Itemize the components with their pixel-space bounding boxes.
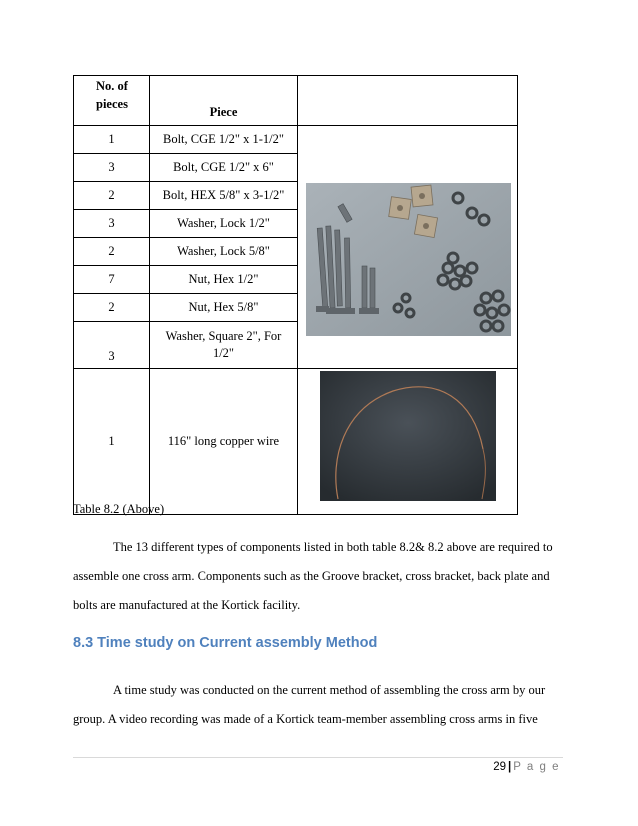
row-count: 3 xyxy=(74,154,150,182)
wire-photo-cell xyxy=(298,369,518,515)
header-count-line1: No. of xyxy=(96,79,128,93)
table-row xyxy=(74,369,518,515)
footer-separator: | xyxy=(508,761,512,773)
header-count-line2: pieces xyxy=(96,97,128,111)
page-footer xyxy=(493,761,560,773)
row-piece xyxy=(150,322,298,369)
row-piece: Bolt, CGE 1/2" x 1-1/2" xyxy=(150,126,298,154)
row-piece-line2: 1/2" xyxy=(212,346,235,360)
row-count: 2 xyxy=(74,294,150,322)
paragraph-2-text: A time study was conducted on the current method of assembling the cross arm by our group. A video recording was made of a Kortick team-member assembling cross arms in five xyxy=(73,683,546,726)
row-count: 3 xyxy=(74,210,150,238)
body-paragraph-2 xyxy=(73,676,563,734)
section-heading: 8.3 Time study on Current assembly Method xyxy=(73,635,378,651)
header-image xyxy=(298,76,518,126)
row-piece-line1: Washer, Square 2", For xyxy=(165,329,282,343)
row-count: 1 xyxy=(74,369,150,515)
table-header-row xyxy=(74,76,518,126)
row-piece: Bolt, CGE 1/2" x 6" xyxy=(150,154,298,182)
row-count: 1 xyxy=(74,126,150,154)
row-count: 7 xyxy=(74,266,150,294)
body-paragraph-1 xyxy=(73,533,563,620)
row-count: 2 xyxy=(74,238,150,266)
header-count xyxy=(74,76,150,126)
copper-wire-photo xyxy=(298,369,517,510)
footer-divider xyxy=(73,757,563,758)
row-piece: Bolt, HEX 5/8" x 3-1/2" xyxy=(150,182,298,210)
table-caption: Table 8.2 (Above) xyxy=(73,502,165,516)
components-table xyxy=(73,75,518,515)
row-count: 3 xyxy=(74,322,150,369)
hardware-photo xyxy=(298,128,517,363)
row-piece: Nut, Hex 5/8" xyxy=(150,294,298,322)
row-piece: Washer, Lock 1/2" xyxy=(150,210,298,238)
row-piece: Nut, Hex 1/2" xyxy=(150,266,298,294)
page-label: P a g e xyxy=(513,761,560,773)
table-row xyxy=(74,126,518,154)
paragraph-1-text: The 13 different types of components listed in both table 8.2& 8.2 above are required to assemble one cross arm. Components such as the Groove bracket, cross bracket, back plate and bolts are manufactured at the Kortick facility. xyxy=(73,540,553,612)
page-number: 29 xyxy=(493,761,507,773)
header-piece: Piece xyxy=(150,76,298,126)
hardware-photo-cell xyxy=(298,126,518,369)
row-piece: Washer, Lock 5/8" xyxy=(150,238,298,266)
row-count: 2 xyxy=(74,182,150,210)
row-piece: 116" long copper wire xyxy=(150,369,298,515)
